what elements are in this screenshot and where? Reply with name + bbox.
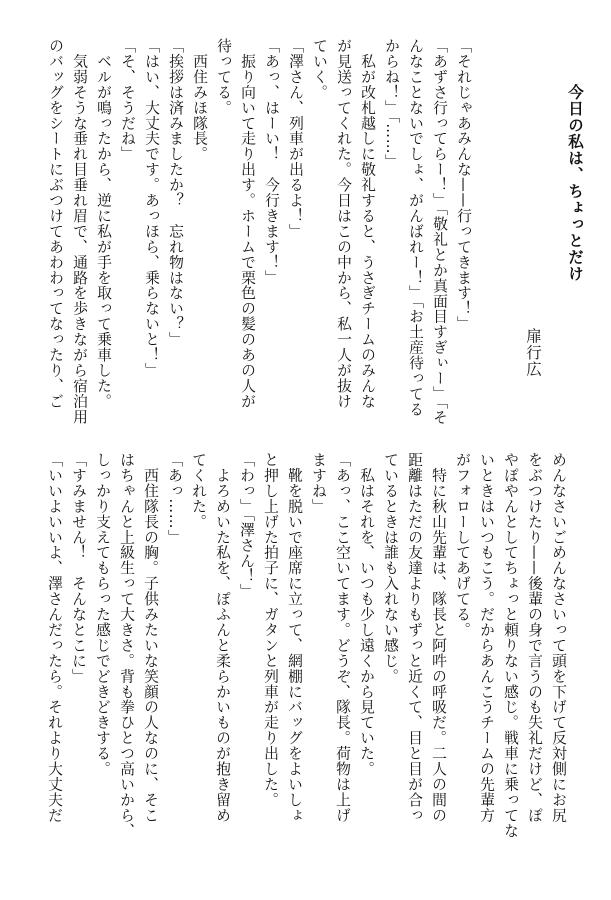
text-column: 「澤さん、列車が出るよ！」 — [287, 38, 304, 239]
text-column: やぽやんとしてちょっと頼りない感じ。戦車に乗ってな — [502, 452, 519, 839]
story-title: 今日の私は、ちょっとだけ — [566, 84, 584, 282]
text-column: 待ってる。 — [215, 38, 232, 116]
text-column: 特に秋山先輩は、隊長と阿吽の呼吸だ。二人の間の — [430, 452, 447, 823]
text-column: 距離はただの友達よりもずっと近くて、目と目が合っ — [406, 452, 423, 823]
text-column: からね！」「……」 — [383, 38, 400, 170]
text-column: ているときは誰も入れない感じ。 — [382, 452, 399, 684]
text-column: しっかり支えてもらった感じでどきどきする。 — [94, 452, 111, 777]
text-column: ベルが鳴ったから、逆に私が手を取って乗車した。 — [95, 38, 112, 409]
text-column: 「そ、そうだね」 — [119, 38, 136, 162]
text-column: 私が改札越しに敬礼すると、うさぎチームのみんな — [359, 38, 376, 409]
text-column: よろめいた私を、ぽふんと柔らかいものが抱き留め — [214, 452, 231, 823]
text-column: 「あっ、はーい！ 今行きます！」 — [263, 38, 280, 286]
text-column: ますね」 — [310, 452, 327, 514]
text-column: 西住隊長の胸。子供みたいな笑顔の人なのに、そこ — [142, 452, 159, 823]
text-column: 「挨拶は済みましたか？ 忘れ物はない？」 — [167, 38, 184, 347]
text-column: 「あずさ行ってらー！」「敬礼とか真面目すぎぃー」「そ — [431, 38, 448, 425]
text-column: 「わっ」「澤さん！」 — [238, 452, 255, 600]
text-column: 振り向いて走り出す。ホームで栗色の髪のあの人が — [239, 38, 256, 409]
text-column: 靴を脱いで座席に立って、網棚にバッグをよいしょ — [286, 452, 303, 823]
text-column: めんなさいごめんなさいって頭を下げて反対側にお尻 — [550, 452, 567, 823]
text-column: いときはいつもこう。だからあんこうチームの先輩方 — [478, 452, 495, 823]
text-column: 私はそれを、いつも少し遠くから見ていた。 — [358, 452, 375, 777]
text-column: てくれた。 — [190, 452, 207, 530]
text-column: ていく。 — [311, 38, 328, 100]
text-column: 気弱そうな垂れ目垂れ眉で、通路を歩きながら宿泊用 — [71, 38, 88, 425]
text-column: をぶつけたり——後輩の身で言うのも失礼だけど、ぽ — [526, 452, 543, 823]
text-column: 「はい、大丈夫です。あっほら、乗らないと！」 — [143, 38, 160, 378]
text-column: 「いいよいいよ、澤さんだったら。それより大丈夫だ — [46, 452, 63, 823]
text-column: と押し上げた拍子に、ガタンと列車が走り出した。 — [262, 452, 279, 808]
author-name: 扉行広 — [524, 328, 542, 378]
text-column: んなことないでしょ、がんばれー！」「お土産待ってる — [407, 38, 424, 417]
text-column: はちゃんと上級生って大きさ。背も拳ひとつ高いから、 — [118, 452, 135, 839]
text-column: 「あっ……」 — [166, 452, 183, 545]
text-column: がフォローしてあげてる。 — [454, 452, 471, 638]
text-column: 「あっ、ここ空いてます。どうぞ、隊長。荷物は上げ — [334, 452, 351, 823]
text-column: のバッグをシートにぶつけてあわわってなったり、ご — [47, 38, 64, 409]
text-column: が見送ってくれた。今日はこの中から、私一人が抜け — [335, 38, 352, 409]
text-column: 「すみません！ そんなとこに」 — [70, 452, 87, 684]
text-column: 「それじゃあみんな——行ってきます！」 — [455, 38, 472, 332]
text-column: 西住みほ隊長。 — [191, 38, 208, 162]
